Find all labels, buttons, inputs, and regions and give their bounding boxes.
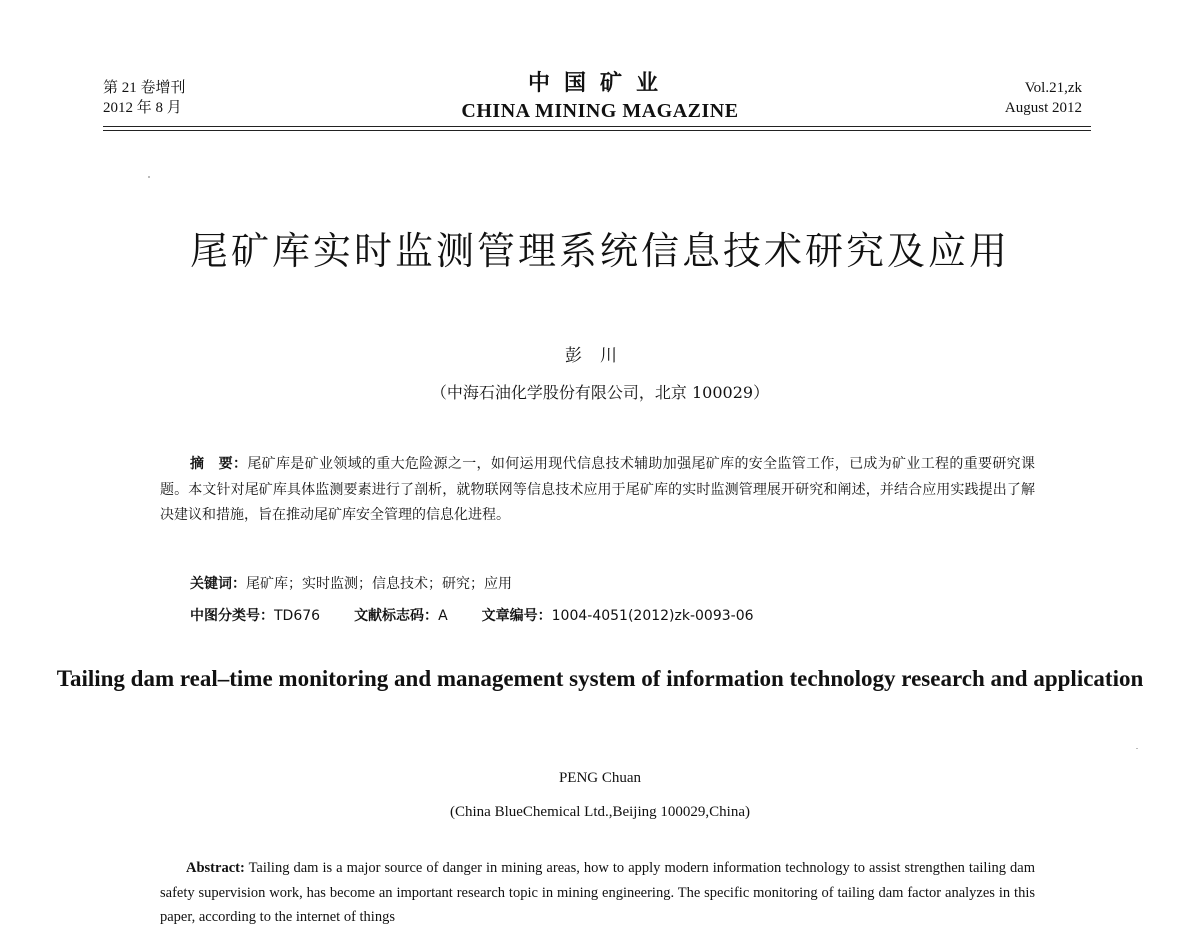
article-no-label: 文章编号： <box>481 608 552 624</box>
header-rule-thick <box>103 126 1091 127</box>
keywords-line <box>190 573 512 595</box>
classification-line <box>190 605 754 627</box>
date-en: August 2012 <box>1004 100 1082 116</box>
author-en: PENG Chuan <box>558 770 642 786</box>
abstract-cn <box>160 452 1035 529</box>
affiliation-en: (China BlueChemical Ltd.,Beijing 100029,China) <box>450 804 750 820</box>
clc-value: TD676 <box>274 608 321 624</box>
volume-issue-cn: 第 21 卷增刊 <box>103 80 186 96</box>
keywords-label: 关键词： <box>190 576 246 592</box>
abstract-cn-label: 摘 要： <box>190 456 248 472</box>
abstract-en <box>160 856 1035 930</box>
article-no-value: 1004-4051(2012)zk-0093-06 <box>551 608 754 624</box>
date-cn: 2012 年 8 月 <box>103 100 182 116</box>
affiliation-cn: （中海石油化学股份有限公司，北京 100029） <box>430 383 770 402</box>
journal-name-en: CHINA MINING MAGAZINE <box>461 100 739 122</box>
clc-label: 中图分类号： <box>190 608 274 624</box>
author-cn: 彭川 <box>565 346 635 366</box>
doc-code-value: A <box>438 608 448 624</box>
title-cn: 尾矿库实时监测管理系统信息技术研究及应用 <box>189 229 1010 273</box>
abstract-cn-text: 尾矿库是矿业领域的重大危险源之一，如何运用现代信息技术辅助加强尾矿库的安全监管工作，已成为矿业工程的重要研究课题。本文针对尾矿库具体监测要素进行了剖析，就物联网等信息技术应用于尾矿库的实时监测管理展开研究和阐述，并结合应用实践提出了解决建议和措施，旨在推动尾矿库安全管理的信息化进程。 <box>160 456 1035 524</box>
abstract-en-label: Abstract: <box>186 860 245 876</box>
abstract-en-text: Tailing dam is a major source of danger in mining areas, how to apply modern information technology to assist strengthen tailing dam safety supervision work, has become an important research topic in mining engineering. The specific monitoring of tailing dam factor analyzes in this paper, according to the internet of things <box>160 860 1035 925</box>
title-en: Tailing dam real–time monitoring and management system of information technology research and application <box>56 666 1144 691</box>
scan-speck <box>1136 748 1138 749</box>
keywords-text: 尾矿库；实时监测；信息技术；研究；应用 <box>246 576 512 592</box>
volume-issue-en: Vol.21,zk <box>1024 80 1082 96</box>
journal-name-cn: 中国矿业 <box>527 71 672 96</box>
header-rule-thin <box>103 130 1091 131</box>
doc-code-label: 文献标志码： <box>354 608 439 624</box>
scan-speck <box>148 176 150 178</box>
header-right <box>1005 78 1082 118</box>
